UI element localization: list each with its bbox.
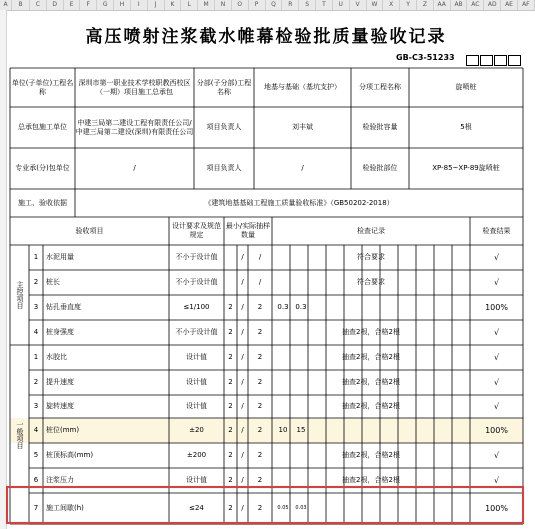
row-result[interactable]: √ (493, 278, 500, 287)
row-item-name[interactable]: 施工间歇(h) (46, 504, 84, 512)
row-record[interactable]: 抽查2根，合格2根 (342, 353, 400, 361)
row-record-cell[interactable]: 10 (278, 426, 288, 434)
row-item-name[interactable]: 水泥用量 (46, 253, 74, 261)
row-actual-sample[interactable]: 2 (257, 504, 263, 512)
sub-value[interactable]: 地基与基础（基坑支护） (264, 83, 341, 91)
group-main-label: 主控项目 (16, 281, 24, 309)
row-min-sample[interactable]: 2 (228, 451, 233, 459)
row-number: 2 (33, 278, 39, 286)
sub-label: 分部(子分部)工程名称 (196, 78, 252, 96)
row-number: 2 (33, 378, 39, 386)
column-header-cell[interactable]: X (383, 0, 400, 10)
row-record-cell[interactable]: 15 (296, 426, 306, 434)
unit-label: 单位(子单位)工程名称 (11, 78, 74, 96)
row-number: 3 (33, 402, 39, 410)
row-design-value[interactable]: ±200 (186, 451, 207, 459)
col-sample-header: 最小/实际抽样数量 (225, 222, 271, 239)
row-record-cell[interactable]: 0.3 (277, 303, 289, 311)
pm-value[interactable]: 刘丰斌 (292, 123, 313, 131)
basis-value[interactable]: 《建筑地基基础工程施工质量验收标准》（GB50202-2018） (204, 198, 394, 207)
row-actual-sample[interactable]: / (258, 278, 262, 286)
column-header-cell[interactable]: E (64, 0, 81, 10)
row-actual-sample[interactable]: 2 (257, 476, 263, 484)
row-design-value[interactable]: 设计值 (186, 476, 207, 484)
column-header-cell[interactable]: D (47, 0, 64, 10)
row-result[interactable]: 100% (485, 504, 508, 513)
column-header-cell[interactable]: V (350, 0, 367, 10)
row-item-name[interactable]: 桩长 (46, 278, 60, 286)
row-separator: / (241, 303, 244, 311)
row-number: 6 (33, 476, 39, 484)
column-header-cell[interactable]: B (12, 0, 30, 10)
row-actual-sample[interactable]: 2 (257, 328, 263, 336)
row-design-value[interactable]: 不小于设计值 (175, 328, 218, 336)
row-min-sample[interactable]: 2 (228, 328, 233, 336)
row-result[interactable]: √ (493, 451, 500, 460)
col-result-header: 检查结果 (482, 226, 511, 235)
row-separator: / (241, 426, 244, 434)
row-number: 4 (33, 328, 39, 336)
column-header-cell[interactable]: I (131, 0, 148, 10)
column-header-cell[interactable]: U (333, 0, 350, 10)
row-record-cell[interactable]: 0.05 (277, 505, 289, 511)
row-result[interactable]: 100% (485, 303, 508, 312)
basis-label: 施工、验收依据 (18, 198, 67, 207)
contractor-value[interactable]: 中建三局第二建设工程有限责任公司/中建三局第二建设(深圳)有限责任公司 (75, 118, 194, 136)
item-value[interactable]: 旋喷桩 (455, 83, 477, 91)
document-code: GB-C3-51233 (396, 53, 455, 62)
row-record[interactable]: 抽查2根，合格2根 (342, 378, 400, 386)
column-header-cell[interactable]: Q (266, 0, 283, 10)
row-design-value[interactable]: ≤24 (189, 504, 204, 512)
row-design-value[interactable]: 设计值 (186, 402, 207, 410)
row-min-sample[interactable]: 2 (228, 303, 233, 311)
column-header-cell[interactable]: A (0, 0, 12, 10)
capacity-value[interactable]: 5根 (460, 123, 472, 131)
row-record[interactable]: 符合要求 (357, 278, 385, 286)
row-number: 3 (33, 303, 39, 311)
col-record-header: 检查记录 (357, 226, 385, 235)
column-header-cell[interactable]: H (114, 0, 131, 10)
col-item-header: 验收项目 (75, 226, 104, 235)
row-record-cell[interactable]: 0.3 (295, 303, 307, 311)
group-general-label: 一般项目 (16, 420, 24, 449)
row-item-name[interactable]: 桩身强度 (46, 328, 74, 336)
column-header-cell[interactable]: G (97, 0, 114, 10)
row-actual-sample[interactable]: 2 (257, 378, 263, 386)
column-header-cell[interactable]: S (299, 0, 316, 10)
row-record[interactable]: 抽查2根，合格2根 (342, 451, 400, 459)
row-actual-sample[interactable]: 2 (257, 426, 263, 434)
item-label: 分项工程名称 (359, 83, 401, 91)
column-header-cell[interactable]: AA (434, 0, 451, 10)
column-header-cell[interactable]: Z (417, 0, 434, 10)
row-separator: / (241, 253, 244, 261)
column-header-cell[interactable]: Y (400, 0, 417, 10)
row-min-sample[interactable]: 2 (228, 476, 233, 484)
row-number: 5 (33, 451, 39, 459)
row-item-name[interactable]: 水胶比 (46, 353, 67, 361)
column-header-cell[interactable]: AF (518, 0, 535, 10)
row-design-value[interactable]: 设计值 (186, 353, 207, 361)
column-header-cell[interactable]: P (249, 0, 266, 10)
row-separator: / (241, 353, 244, 361)
row-number: 7 (33, 504, 39, 512)
row-separator: / (241, 378, 244, 386)
row-item-name[interactable]: 提升速度 (46, 378, 74, 386)
page-title: 高压喷射注浆截水帷幕检验批质量验收记录 (85, 27, 447, 47)
row-separator: / (241, 476, 244, 484)
row-item-name[interactable]: 桩位(mm) (46, 426, 80, 434)
row-separator: / (241, 451, 244, 459)
row-min-sample[interactable]: 2 (228, 378, 233, 386)
row-min-sample[interactable]: 2 (228, 353, 233, 361)
unit-value[interactable]: 深圳市第一职业技术学校职教西校区（一期）项目施工总承包 (78, 78, 191, 96)
column-header-cell[interactable]: M (198, 0, 215, 10)
column-header-cell[interactable]: AC (467, 0, 484, 10)
row-design-value[interactable]: 不小于设计值 (175, 253, 218, 261)
row-result[interactable]: √ (493, 328, 500, 337)
row-record[interactable]: 抽查2根，合格2根 (342, 476, 400, 484)
row-actual-sample[interactable]: 2 (257, 451, 263, 459)
row-separator: / (241, 278, 244, 286)
row-result[interactable]: √ (493, 402, 500, 411)
column-header-cell[interactable]: F (80, 0, 97, 10)
row-min-sample[interactable]: 2 (228, 402, 233, 410)
row-result[interactable]: √ (493, 353, 500, 362)
row-number: 1 (33, 353, 39, 361)
row-record-cell[interactable]: 0.03 (295, 505, 307, 511)
pm-label: 项目负责人 (206, 123, 242, 131)
row-design-value[interactable]: ≤1/100 (183, 303, 210, 311)
column-header-cell[interactable]: J (148, 0, 165, 10)
row-min-sample[interactable]: 2 (228, 504, 233, 512)
row-item-name[interactable]: 旋转速度 (46, 402, 74, 410)
subpm-label: 项目负责人 (206, 164, 242, 172)
row-result[interactable]: √ (493, 253, 500, 262)
row-item-name[interactable]: 桩顶标高(mm) (46, 451, 94, 459)
row-design-value[interactable]: 不小于设计值 (175, 278, 218, 286)
row-number: 1 (33, 253, 39, 261)
column-header-cell[interactable]: R (282, 0, 299, 10)
row-design-value[interactable]: ±20 (189, 426, 204, 434)
part-value[interactable]: XP-85~XP-89旋喷桩 (432, 164, 500, 172)
row-result[interactable]: √ (493, 476, 500, 485)
row-result[interactable]: 100% (485, 426, 508, 435)
row-actual-sample[interactable]: 2 (257, 402, 263, 410)
contractor-label: 总承包施工单位 (18, 123, 67, 131)
row-result[interactable]: √ (493, 378, 500, 387)
column-header-cell[interactable]: L (181, 0, 198, 10)
row-separator: / (241, 328, 244, 336)
row-number: 4 (33, 426, 39, 434)
row-item-name[interactable]: 钻孔垂直度 (46, 303, 81, 311)
subpm-value[interactable]: / (301, 164, 304, 172)
col-design-header: 设计要求及规范规定 (172, 222, 221, 239)
column-header-cell[interactable]: W (367, 0, 384, 10)
row-design-value[interactable]: 设计值 (186, 378, 207, 386)
column-header-cell[interactable]: C (30, 0, 47, 10)
column-header-cell[interactable]: AE (501, 0, 518, 10)
column-header-cell[interactable]: K (165, 0, 182, 10)
row-min-sample[interactable]: 2 (228, 426, 233, 434)
column-header-cell[interactable]: T (316, 0, 333, 10)
row-item-name[interactable]: 注浆压力 (46, 476, 74, 484)
row-actual-sample[interactable]: 2 (257, 353, 263, 361)
subcon-value[interactable]: / (133, 164, 136, 172)
row-actual-sample[interactable]: / (258, 253, 262, 261)
part-label: 检验批部位 (362, 164, 398, 172)
row-separator: / (241, 402, 244, 410)
column-header-cell[interactable]: AB (451, 0, 468, 10)
subcon-label: 专业承(分)包单位 (15, 164, 70, 172)
column-header-cell[interactable]: O (232, 0, 249, 10)
row-record[interactable]: 抽查2根，合格2根 (342, 328, 400, 336)
row-actual-sample[interactable]: 2 (257, 303, 263, 311)
annotation-highlight-box (6, 486, 524, 524)
row-record[interactable]: 抽查2根，合格2根 (342, 402, 400, 410)
row-separator: / (241, 504, 244, 512)
capacity-label: 检验批容量 (362, 123, 398, 131)
column-header-cell[interactable]: N (215, 0, 232, 10)
column-header-cell[interactable]: AD (484, 0, 501, 10)
row-record[interactable]: 符合要求 (357, 253, 385, 261)
